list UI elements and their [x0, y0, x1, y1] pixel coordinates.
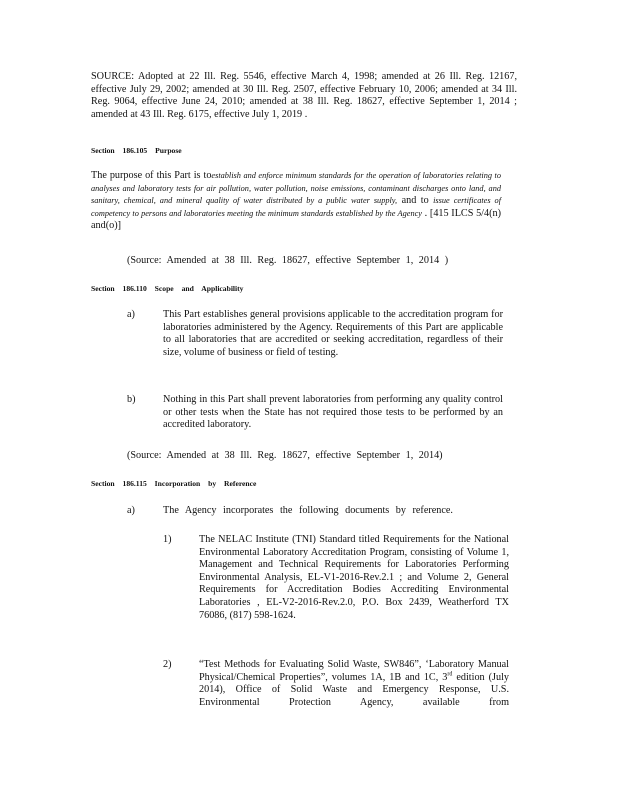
section-105-body	[91, 170, 501, 233]
item-115-a-label: a)	[127, 505, 135, 516]
section-heading-115: Section 186.115 Incorporation by Reference	[91, 479, 257, 488]
subitem-2-text-b: edition (July 2014), Office of Solid Waste and Emergency Response, U.S. Environmental Protection Agency, available from	[199, 671, 509, 708]
subitem-2-label: 2)	[163, 659, 172, 670]
item-b-text: Nothing in this Part shall prevent laboratories from performing any quality control or other tests when the State has not required those tests to be performed by an accredited laboratory.	[163, 394, 503, 431]
section-105-source: (Source: Amended at 38 Ill. Reg. 18627, effective September 1, 2014 )	[127, 255, 449, 266]
subitem-2-text-a: “Test Methods for Evaluating Solid Waste, SW846”, ‘Laboratory Manual Physical/Chemical Properties”, volumes 1A, 1B and 1C, 3	[199, 659, 509, 683]
section-105-italic: establish and enforce minimum standards for the operation of laboratories relating to analyses and laboratory tests for air pollution, water pollution, noise emissions, contaminant discharges onto land, and sanitary, chemical, and mineral quality of water distributed by a public water supply,	[91, 171, 501, 206]
item-b-label: b)	[127, 394, 136, 405]
section-heading-105: Section 186.105 Purpose	[91, 146, 182, 155]
subitem-2-text	[199, 659, 509, 709]
superscript-rd: rd	[447, 671, 453, 678]
section-heading-110: Section 186.110 Scope and Applicability	[91, 284, 244, 293]
item-a-label: a)	[127, 309, 135, 320]
section-105-lead: The purpose of this Part is to	[91, 170, 212, 181]
item-115-a-text: The Agency incorporates the following documents by reference.	[163, 505, 453, 516]
subitem-1-text: The NELAC Institute (TNI) Standard titled Requirements for the National Environmental Laboratory Accreditation Program, consisting of Volume 1, Management and Technical Requirements for Laboratories Performing Environmental Analysis, EL-V1-2016-Rev.2.1 ; and Volume 2, General Requirements for Accreditation Bodies Accrediting Environmental Laboratories , EL-V2-2016-Rev.2.0, P.O. Box 2439, Weatherford TX 76086, (817) 598-1624.	[199, 534, 509, 621]
section-105-italic-2: issue certificates of competency to persons and laboratories meeting the minimum standards established by the Agency	[91, 196, 501, 218]
section-105-citation: . [415 ILCS 5/4(n) and(o)]	[91, 207, 501, 232]
section-110-source: (Source: Amended at 38 Ill. Reg. 18627, effective September 1, 2014)	[127, 450, 443, 461]
subitem-1-label: 1)	[163, 534, 172, 545]
item-a-text: This Part establishes general provisions applicable to the accreditation program for laboratories administered by the Agency. Requirements of this Part are applicable to all laboratories that are accredited or seeking accreditation, regardless of their size, volume of business or field of testing.	[163, 309, 503, 358]
source-note: SOURCE: Adopted at 22 Ill. Reg. 5546, effective March 4, 1998; amended at 26 Ill. Reg. 12167, effective July 29, 2002; amended at 30 Ill. Reg. 2507, effective February 10, 2006; amended at 34 Ill. Reg. 9064, effective June 24, 2010; amended at 38 Ill. Reg. 18627, effective September 1, 2014 ; amended at 43 Ill. Reg. 6175, effective July 1, 2019 .	[91, 71, 517, 120]
section-105-mid: and to	[397, 195, 434, 207]
